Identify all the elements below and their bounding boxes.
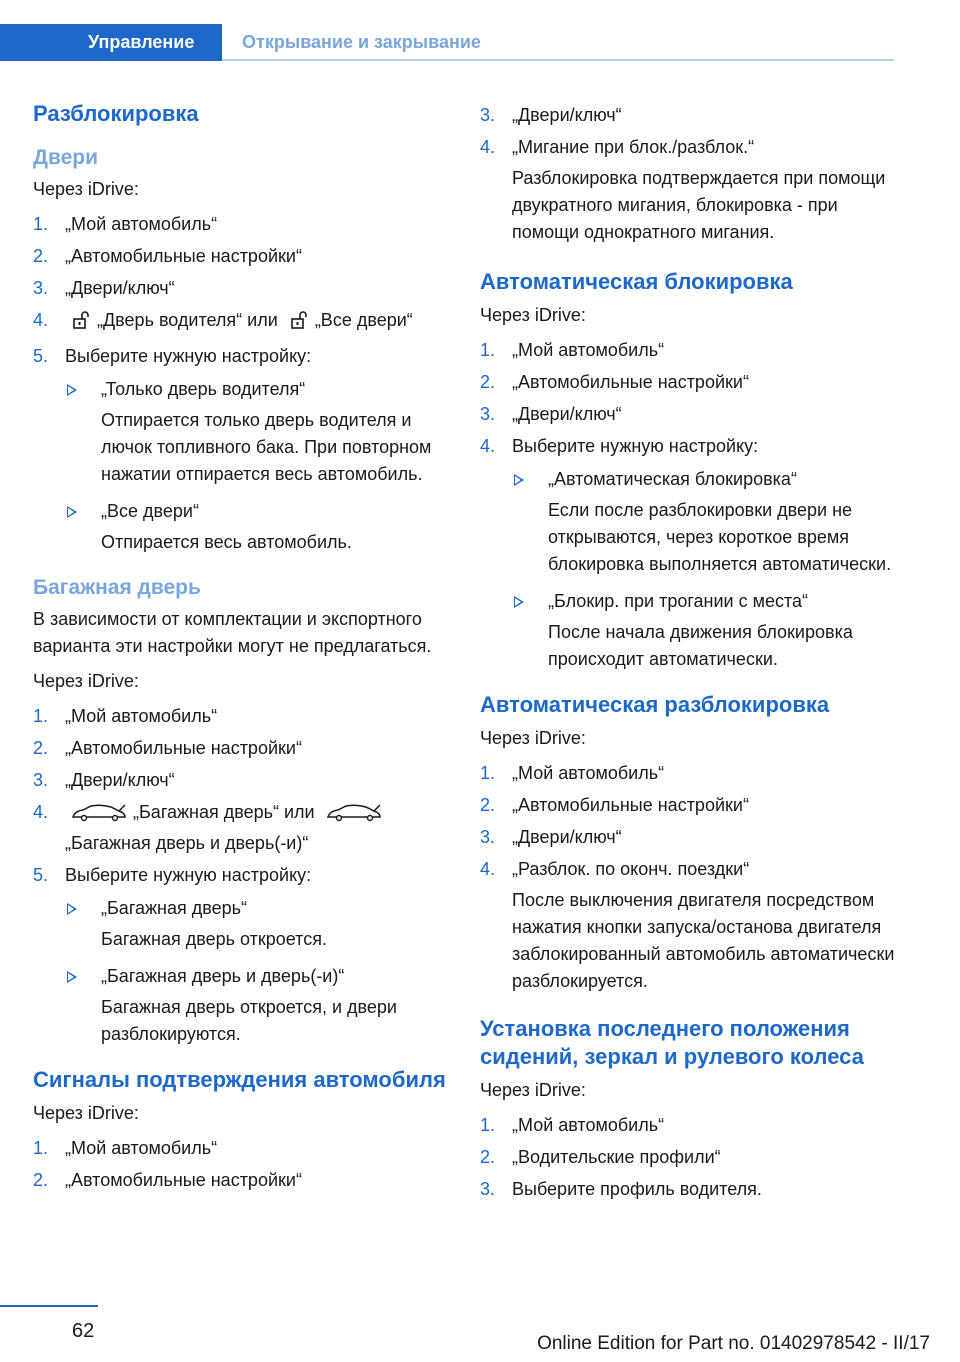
heading-last-position: Установка последнего положения сидений, зеркал и рулевого колеса (480, 1016, 864, 1069)
signals-steps (33, 1135, 453, 1194)
autolock-options (512, 466, 896, 673)
list-item: 2. „Автомобильные настройки“ (480, 372, 749, 392)
right-column (480, 96, 896, 1215)
list-item: 4. „Мигание при блок./разблок.“ Разблокировка подтверждается при помощи двукратного мигания, блокировка - при помощи однократного мигания. (480, 137, 886, 242)
autolock-intro: Через iDrive: (480, 305, 586, 325)
heading-auto-lock: Автоматическая блокировка (480, 269, 793, 294)
heading-doors: Двери (33, 146, 99, 169)
tailgate-steps (33, 703, 453, 1048)
memory-intro: Через iDrive: (480, 1080, 586, 1100)
page-number: 62 (72, 1320, 95, 1342)
list-item: 3. „Двери/ключ“ (480, 105, 622, 125)
list-item: 5. Выберите нужную настройку: „Багажная дверь“ Багажная дверь откроется. „Багажная дверь и дверь(-и)“ Багажная дверь откроется, и двери разблокируются. (33, 862, 453, 1048)
car-tailgate-doors-icon (326, 802, 382, 830)
list-item: 4. „Багажная дверь“ или „Багажная дверь и дверь(-и)“ (33, 799, 453, 857)
list-item: 1. „Мой автомобиль“ (480, 763, 665, 783)
heading-tailgate: Багажная дверь (33, 576, 201, 599)
heading-confirmation-signals: Сигналы подтверждения автомобиля (33, 1067, 446, 1092)
list-item: 3. Выберите профиль водителя. (480, 1179, 762, 1199)
list-item: 1. „Мой автомобиль“ (33, 1138, 218, 1158)
section-tab-opening-closing[interactable]: Открывание и закрывание (242, 32, 481, 52)
signals-steps-continued (480, 102, 896, 246)
option-item: „Все двери“ Отпирается весь автомобиль. (65, 498, 453, 556)
option-item: „Только дверь водителя“ Отпирается только дверь водителя и лючок топливного бака. При повторном нажатии отпирается весь автомобиль. (65, 376, 453, 488)
list-item: 4. Выберите нужную настройку: „Автоматическая блокировка“ Если после разблокировки двери не открываются, через короткое время блокировка выполняется автоматически. „Блокир. при трогании с места“ После начала движения блокировка происходит автоматически. (480, 433, 896, 673)
doors-intro: Через iDrive: (33, 179, 139, 199)
option-item: „Багажная дверь“ Багажная дверь откроется. (65, 895, 453, 953)
bullet-triangle-icon (67, 506, 77, 518)
memory-steps (480, 1112, 896, 1203)
autounlock-intro: Через iDrive: (480, 728, 586, 748)
list-item: 4. „Разблок. по оконч. поездки“ После выключения двигателя посредством нажатия кнопки запуска/останова двигателя заблокированный автомобиль автоматически разблокируется. (480, 859, 895, 991)
list-item: 3. „Двери/ключ“ (33, 770, 175, 790)
list-item: 2. „Автомобильные настройки“ (33, 246, 302, 266)
list-item: 1. „Мой автомобиль“ (480, 1115, 665, 1135)
doors-options (65, 376, 453, 556)
list-item: 2. „Автомобильные настройки“ (480, 795, 749, 815)
tailgate-intro: Через iDrive: (33, 671, 139, 691)
list-item: 1. „Мой автомобиль“ (480, 340, 665, 360)
option-item: „Автоматическая блокировка“ Если после разблокировки двери не открываются, через короткое время блокировка выполняется автоматически. (512, 466, 896, 578)
list-item: 2. „Автомобильные настройки“ (33, 1170, 302, 1190)
car-tailgate-icon (71, 802, 127, 830)
list-item: 5. Выберите нужную настройку: „Только дверь водителя“ Отпирается только дверь водителя и лючок топливного бака. При повторном нажатии отпирается весь автомобиль. „Все двери“ Отпирается весь автомобиль. (33, 343, 453, 556)
list-item: 3. „Двери/ключ“ (480, 827, 622, 847)
option-item: „Блокир. при трогании с места“ После начала движения блокировка происходит автоматически. (512, 588, 896, 673)
list-item: 1. „Мой автомобиль“ (33, 214, 218, 234)
signals-intro: Через iDrive: (33, 1103, 139, 1123)
bullet-triangle-icon (67, 903, 77, 915)
list-item: 3. „Двери/ключ“ (480, 404, 622, 424)
bullet-triangle-icon (67, 971, 77, 983)
header-divider (222, 59, 894, 61)
tailgate-options (65, 895, 453, 1048)
autolock-steps (480, 337, 896, 673)
tailgate-note: В зависимости от комплектации и экспортного варианта эти настройки могут не предлагаться. (33, 609, 432, 656)
left-column (33, 96, 453, 1206)
list-item: 4. „Дверь водителя“ или „Все двери“ (33, 307, 453, 338)
autounlock-steps (480, 760, 896, 995)
list-item: 2. „Автомобильные настройки“ (33, 738, 302, 758)
unlock-icon (289, 310, 309, 338)
bullet-triangle-icon (514, 596, 524, 608)
section-tab-controls[interactable]: Управление (0, 24, 222, 61)
option-item: „Багажная дверь и дверь(-и)“ Багажная дверь откроется, и двери разблокируются. (65, 963, 453, 1048)
page-header (0, 0, 960, 62)
list-item: 3. „Двери/ключ“ (33, 278, 175, 298)
edition-line: Online Edition for Part no. 01402978542 - II/17 (537, 1333, 930, 1354)
section-title-unlocking: Разблокировка (33, 101, 199, 126)
bullet-triangle-icon (67, 384, 77, 396)
footer-divider (0, 1305, 98, 1307)
bullet-triangle-icon (514, 474, 524, 486)
heading-auto-unlock: Автоматическая разблокировка (480, 692, 830, 717)
list-item: 1. „Мой автомобиль“ (33, 706, 218, 726)
unlock-icon (71, 310, 91, 338)
list-item: 2. „Водительские профили“ (480, 1147, 721, 1167)
doors-steps (33, 211, 453, 556)
